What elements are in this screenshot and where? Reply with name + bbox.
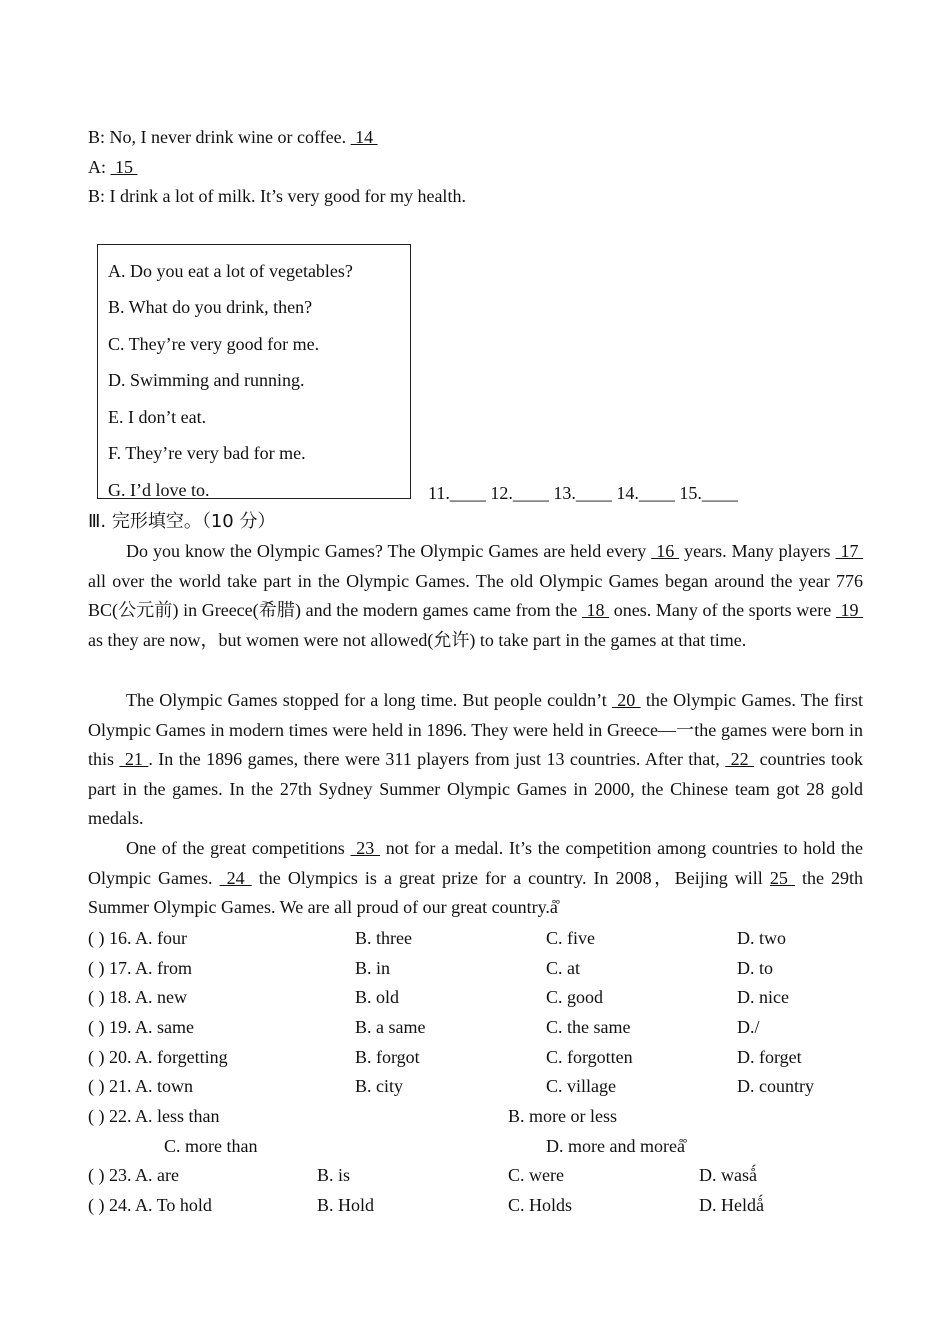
answer-line: 11.____ 12.____ 13.____ 14.____ 15.____ bbox=[428, 483, 738, 503]
passage-text: the Olympics is a great prize for a country. In 2008，Beijing will bbox=[251, 867, 770, 888]
question-18-c: C. good bbox=[546, 987, 604, 1007]
question-18-d: D. nice bbox=[737, 987, 789, 1007]
question-17-d: D. to bbox=[737, 958, 773, 978]
question-23-d: D. wasǻ bbox=[699, 1165, 757, 1185]
blank-16: 16 bbox=[651, 541, 680, 561]
passage-text: the Olympic Games. The first Olympic Games in modern times were held in 1896. They were held in Greece—一the games were born in this bbox=[88, 690, 864, 770]
passage-text: not for a medal. It’s the competition among countries to hold the Olympic Games. bbox=[88, 838, 863, 888]
question-20-d: D. forget bbox=[737, 1047, 802, 1067]
question-24-c: C. Holds bbox=[508, 1195, 573, 1215]
passage-text: as they are now，but women were not allowed(允许) to take part in the games at that time. bbox=[88, 629, 747, 650]
question-19-d: D./ bbox=[737, 1017, 760, 1037]
option-g: G. I’d love to. bbox=[108, 480, 210, 500]
blank-22: 22 bbox=[725, 749, 755, 770]
question-23-a: ( ) 23. A. are bbox=[88, 1165, 179, 1185]
option-a: A. Do you eat a lot of vegetables? bbox=[108, 261, 353, 281]
question-16-c: C. five bbox=[546, 928, 595, 948]
question-19-a: ( ) 19. A. same bbox=[88, 1017, 194, 1037]
passage-paragraph-1 bbox=[88, 537, 863, 655]
blank-15: 15 bbox=[110, 157, 138, 177]
question-21-a: ( ) 21. A. town bbox=[88, 1076, 193, 1096]
option-c: C. They’re very good for me. bbox=[108, 334, 320, 354]
question-16-a: ( ) 16. A. four bbox=[88, 928, 187, 948]
question-17-b: B. in bbox=[355, 958, 391, 978]
passage-text: all over the world take part in the Olympic Games. The old Olympic Games began around the year 776 BC(公元前) in Greece(希腊) and the modern games came from the bbox=[88, 570, 863, 621]
question-23-c: C. were bbox=[508, 1165, 564, 1185]
dialogue-line-b1 bbox=[88, 122, 378, 152]
passage-paragraph-2 bbox=[88, 686, 863, 834]
question-22-d: D. more and moreå̊ bbox=[546, 1136, 685, 1156]
dialogue-line-b2: B: I drink a lot of milk. It’s very good for my health. bbox=[88, 186, 466, 206]
passage-text: years. Many players bbox=[679, 541, 836, 561]
question-18-b: B. old bbox=[355, 987, 400, 1007]
passage-text: One of the great competitions bbox=[126, 838, 351, 858]
question-21-c: C. village bbox=[546, 1076, 616, 1096]
passage-text: countries took part in the games. In the 27th Sydney Summer Olympic Games in 2000, the Chinese team got 28 gold medals. bbox=[88, 749, 864, 829]
blank-14: 14 bbox=[350, 127, 378, 147]
question-20-c: C. forgotten bbox=[546, 1047, 633, 1067]
dialogue-text: A: bbox=[88, 157, 111, 177]
blank-24: 24 bbox=[219, 867, 252, 888]
section-title: Ⅲ. 完形填空。（10 分） bbox=[88, 511, 276, 532]
question-19-c: C. the same bbox=[546, 1017, 631, 1037]
passage-text: The Olympic Games stopped for a long time. But people couldn’t bbox=[126, 690, 613, 710]
question-20-a: ( ) 20. A. forgetting bbox=[88, 1047, 228, 1067]
question-19-b: B. a same bbox=[355, 1017, 426, 1037]
passage-text: . In the 1896 games, there were 311 players from just 13 countries. After that, bbox=[148, 749, 726, 770]
blank-17: 17 bbox=[835, 541, 864, 561]
question-17-c: C. at bbox=[546, 958, 580, 978]
blank-18: 18 bbox=[581, 600, 610, 621]
options-box bbox=[97, 244, 411, 499]
question-16-d: D. two bbox=[737, 928, 786, 948]
blank-19: 19 bbox=[835, 600, 864, 621]
question-20-b: B. forgot bbox=[355, 1047, 420, 1067]
dialogue-text: B: No, I never drink wine or coffee. bbox=[88, 127, 351, 147]
passage-text: the 29th Summer Olympic Games. We are all proud of our great country.å̊ bbox=[88, 867, 863, 918]
question-24-a: ( ) 24. A. To hold bbox=[88, 1195, 212, 1215]
question-17-a: ( ) 17. A. from bbox=[88, 958, 192, 978]
blank-21: 21 bbox=[119, 749, 149, 770]
question-22-c: C. more than bbox=[164, 1136, 258, 1156]
option-d: D. Swimming and running. bbox=[108, 370, 305, 390]
question-21-d: D. country bbox=[737, 1076, 814, 1096]
option-f: F. They’re very bad for me. bbox=[108, 443, 306, 463]
passage-paragraph-3 bbox=[88, 834, 863, 923]
question-22-b: B. more or less bbox=[508, 1106, 617, 1126]
option-b: B. What do you drink, then? bbox=[108, 297, 313, 317]
option-e: E. I don’t eat. bbox=[108, 407, 207, 427]
passage-text: ones. Many of the sports were bbox=[609, 600, 836, 621]
question-24-b: B. Hold bbox=[317, 1195, 375, 1215]
dialogue-line-a bbox=[88, 152, 138, 182]
blank-23: 23 bbox=[350, 838, 380, 858]
question-18-a: ( ) 18. A. new bbox=[88, 987, 187, 1007]
question-16-b: B. three bbox=[355, 928, 412, 948]
blank-25: 25 bbox=[769, 867, 795, 888]
question-22-a: ( ) 22. A. less than bbox=[88, 1106, 220, 1126]
question-24-d: D. Heldǻ bbox=[699, 1195, 764, 1215]
question-21-b: B. city bbox=[355, 1076, 403, 1096]
passage-text: Do you know the Olympic Games? The Olympic Games are held every bbox=[126, 541, 652, 561]
blank-20: 20 bbox=[612, 690, 641, 710]
question-23-b: B. is bbox=[317, 1165, 351, 1185]
